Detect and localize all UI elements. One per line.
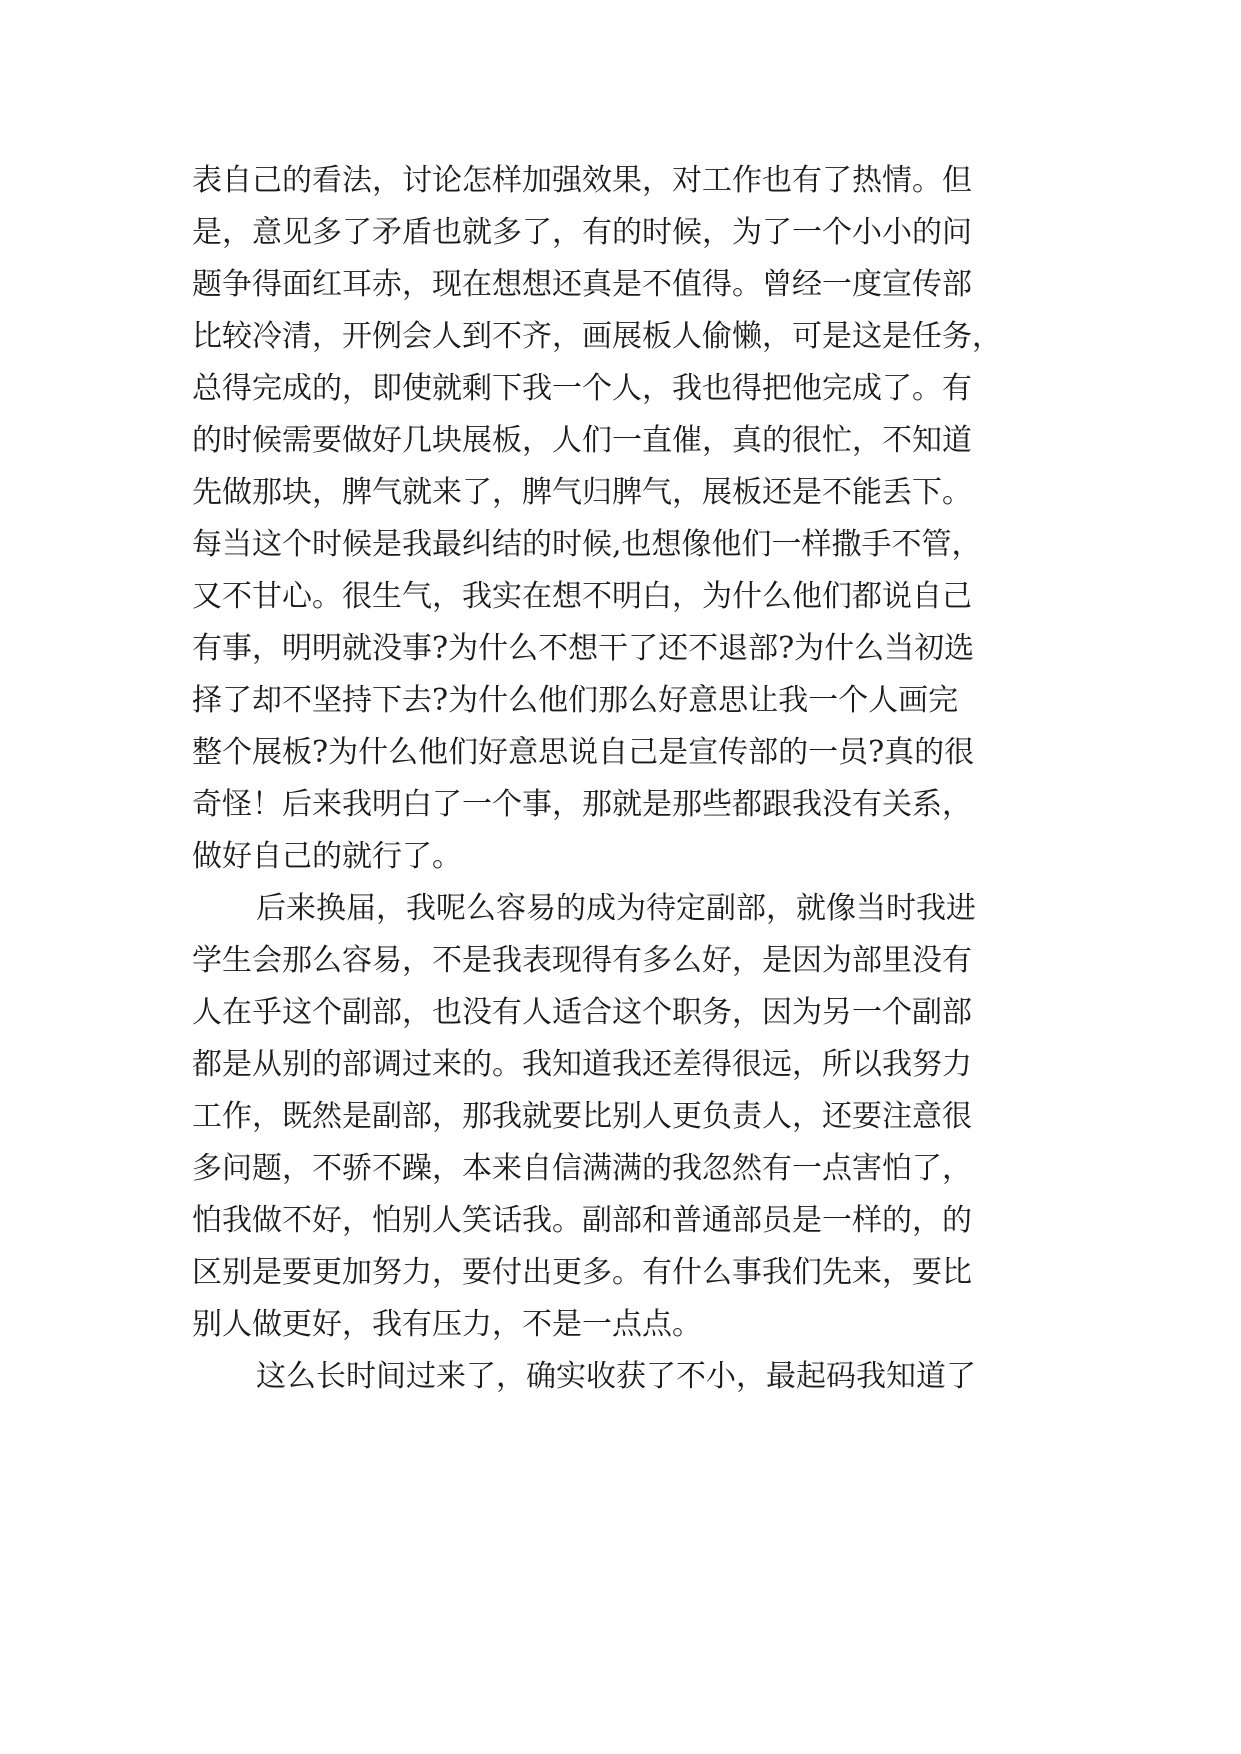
text-line: 总得完成的，即使就剩下我一个人，我也得把他完成了。有	[192, 371, 972, 406]
text-line: 是，意见多了矛盾也就多了，有的时候，为了一个小小的问	[192, 215, 972, 250]
text-line: 每当这个时候是我最纠结的时候,也想像他们一样撒手不管，	[192, 527, 982, 562]
text-line: 有事，明明就没事?为什么不想干了还不退部?为什么当初选	[192, 631, 975, 666]
text-line: 表自己的看法，讨论怎样加强效果，对工作也有了热情。但	[192, 163, 972, 198]
text-line: 先做那块，脾气就来了，脾气归脾气，展板还是不能丢下。	[192, 475, 972, 510]
body-text	[192, 155, 1072, 1403]
text-line: 整个展板?为什么他们好意思说自己是宣传部的一员?真的很	[192, 735, 975, 770]
text-line: 做好自己的就行了。	[192, 839, 462, 874]
text-line: 区别是要更加努力，要付出更多。有什么事我们先来，要比	[192, 1255, 972, 1290]
text-line: 奇怪！后来我明白了一个事，那就是那些都跟我没有关系，	[192, 787, 972, 822]
text-line: 的时候需要做好几块展板，人们一直催，真的很忙，不知道	[192, 423, 972, 458]
text-line: 择了却不坚持下去?为什么他们那么好意思让我一个人画完	[192, 683, 959, 718]
text-line: 多问题，不骄不躁，本来自信满满的我忽然有一点害怕了，	[192, 1151, 972, 1186]
text-line: 别人做更好，我有压力，不是一点点。	[192, 1307, 702, 1342]
text-line: 工作，既然是副部，那我就要比别人更负责人，还要注意很	[192, 1099, 972, 1134]
text-line: 都是从别的部调过来的。我知道我还差得很远，所以我努力	[192, 1047, 972, 1082]
text-line: 又不甘心。很生气，我实在想不明白，为什么他们都说自己	[192, 579, 972, 614]
text-line: 学生会那么容易，不是我表现得有多么好，是因为部里没有	[192, 943, 972, 978]
text-line: 人在乎这个副部，也没有人适合这个职务，因为另一个副部	[192, 995, 972, 1030]
paragraph-start-line: 这么长时间过来了，确实收获了不小，最起码我知道了	[256, 1359, 976, 1394]
paragraph-start-line: 后来换届，我呢么容易的成为待定副部，就像当时我进	[256, 891, 976, 926]
text-line: 题争得面红耳赤，现在想想还真是不值得。曾经一度宣传部	[192, 267, 972, 302]
text-line: 怕我做不好，怕别人笑话我。副部和普通部员是一样的，的	[192, 1203, 972, 1238]
text-line: 比较冷清，开例会人到不齐，画展板人偷懒，可是这是任务，	[192, 319, 1002, 354]
